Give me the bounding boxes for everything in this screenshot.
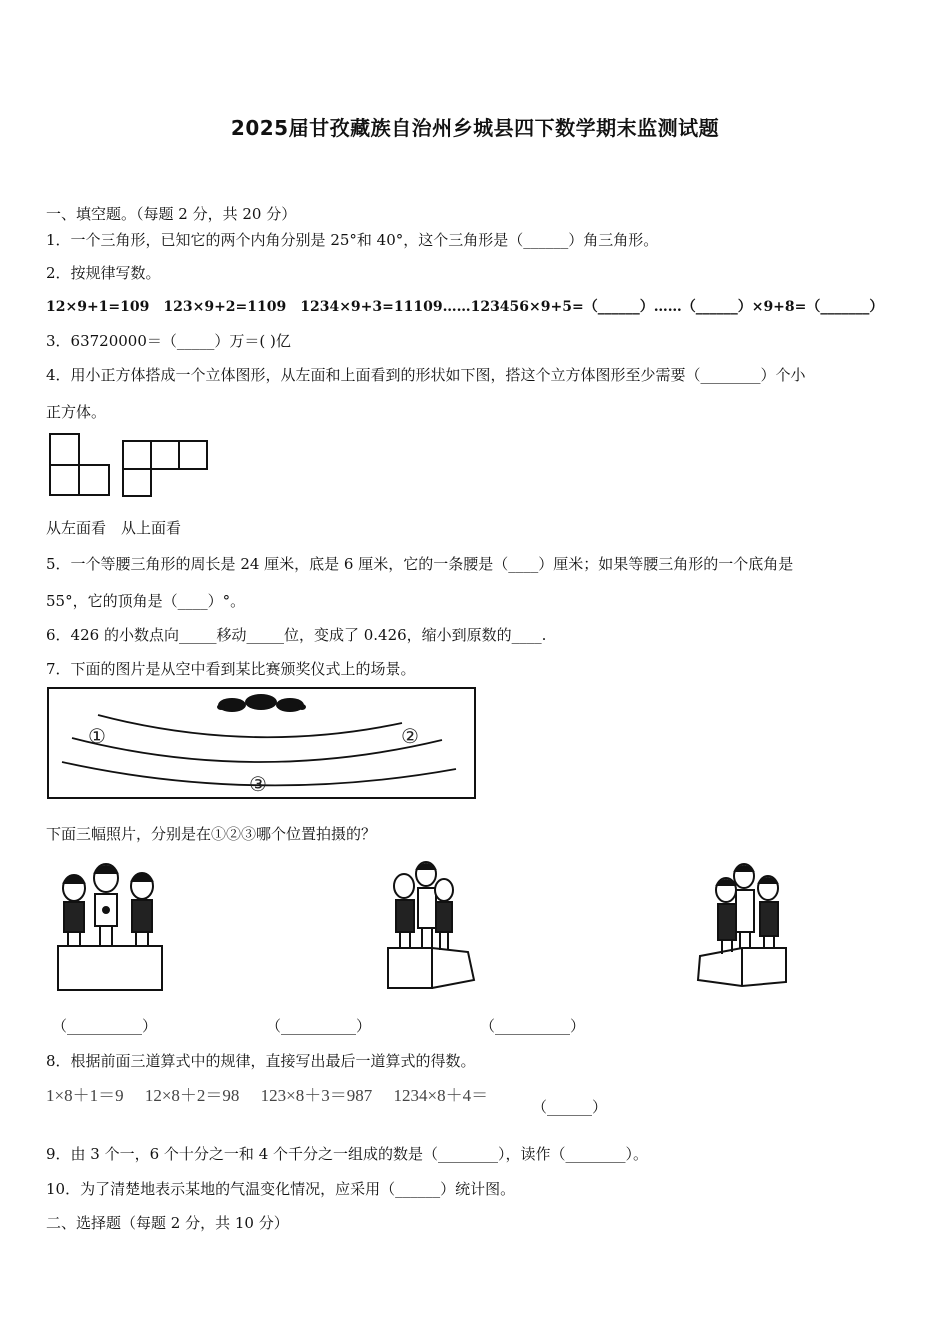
question-7-subquestion: 下面三幅照片，分别是在①②③哪个位置拍摄的？ xyxy=(46,825,377,843)
question-9: 9．由 3 个一，6 个十分之一和 4 个千分之一组成的数是（________），读作（________）。 xyxy=(46,1145,649,1163)
podium-block-front xyxy=(388,948,432,988)
photo-3-figure xyxy=(692,856,802,994)
page-title: 2025届甘孜藏族自治州乡城县四下数学期末监测试题 xyxy=(230,116,720,140)
photo-3-answer-blank[interactable]: （__________） xyxy=(480,1017,586,1035)
question-5-line-1: 5．一个等腰三角形的周长是 24 厘米，底是 6 厘米，它的一条腰是（____）厘米；如果等腰三角形的一个底角是 xyxy=(46,555,794,573)
row-arc-2 xyxy=(72,738,442,762)
question-4-line-1: 4．用小正方体搭成一个立体图形，从左面和上面看到的形状如下图，搭这个立方体图形至少需要（________）个小 xyxy=(46,366,806,384)
photo-1-figure xyxy=(50,856,170,994)
photo-2-figure xyxy=(380,856,490,994)
position-1-label: ① xyxy=(88,724,106,748)
position-2-label: ② xyxy=(401,724,419,748)
left-view-figure xyxy=(50,434,109,495)
question-1: 1．一个三角形，已知它的两个内角分别是 25°和 40°，这个三角形是（______）角三角形。 xyxy=(46,231,659,249)
podium-block xyxy=(58,946,162,990)
podium-people-icon xyxy=(217,694,306,712)
question-3: 3．63720000＝（_____）万＝( )亿 xyxy=(46,332,291,350)
question-2: 2．按规律写数。 xyxy=(46,264,161,282)
position-3-label: ③ xyxy=(249,772,267,796)
ceremony-aerial-figure xyxy=(46,685,478,803)
row-arc-1 xyxy=(98,715,402,737)
question-8-answer-blank[interactable]: （______） xyxy=(532,1098,608,1116)
question-7: 7．下面的图片是从空中看到某比赛颁奖仪式上的场景。 xyxy=(46,660,416,678)
section-1-heading: 一、填空题。（每题 2 分，共 20 分） xyxy=(46,205,297,223)
photo-1-answer-blank[interactable]: （__________） xyxy=(52,1017,158,1035)
question-4-view-labels: 从左面看 从上面看 xyxy=(46,519,182,537)
section-2-heading: 二、选择题（每题 2 分，共 10 分） xyxy=(46,1214,289,1232)
top-view-figure xyxy=(123,441,207,496)
question-6: 6．426 的小数点向_____移动_____位，变成了 0.426，缩小到原数的____. xyxy=(46,626,547,644)
question-2-sequence: 12×9+1=109 123×9+2=1109 1234×9+3=11109……123456×9+5=（______）……（______）×9+8=（_______） xyxy=(46,299,884,315)
photo-2-answer-blank[interactable]: （__________） xyxy=(266,1017,372,1035)
question-8: 8．根据前面三道算式中的规律，直接写出最后一道算式的得数。 xyxy=(46,1052,476,1070)
question-10: 10．为了清楚地表示某地的气温变化情况，应采用（______）统计图。 xyxy=(46,1180,516,1198)
question-5-line-2: 55°，它的顶角是（____）°。 xyxy=(46,592,246,610)
question-8-sequence: 1×8＋1＝9 12×8＋2＝98 123×8＋3＝987 1234×8＋4＝ xyxy=(46,1086,489,1105)
question-4-line-2: 正方体。 xyxy=(46,403,107,421)
q4-views-figure xyxy=(46,432,216,500)
